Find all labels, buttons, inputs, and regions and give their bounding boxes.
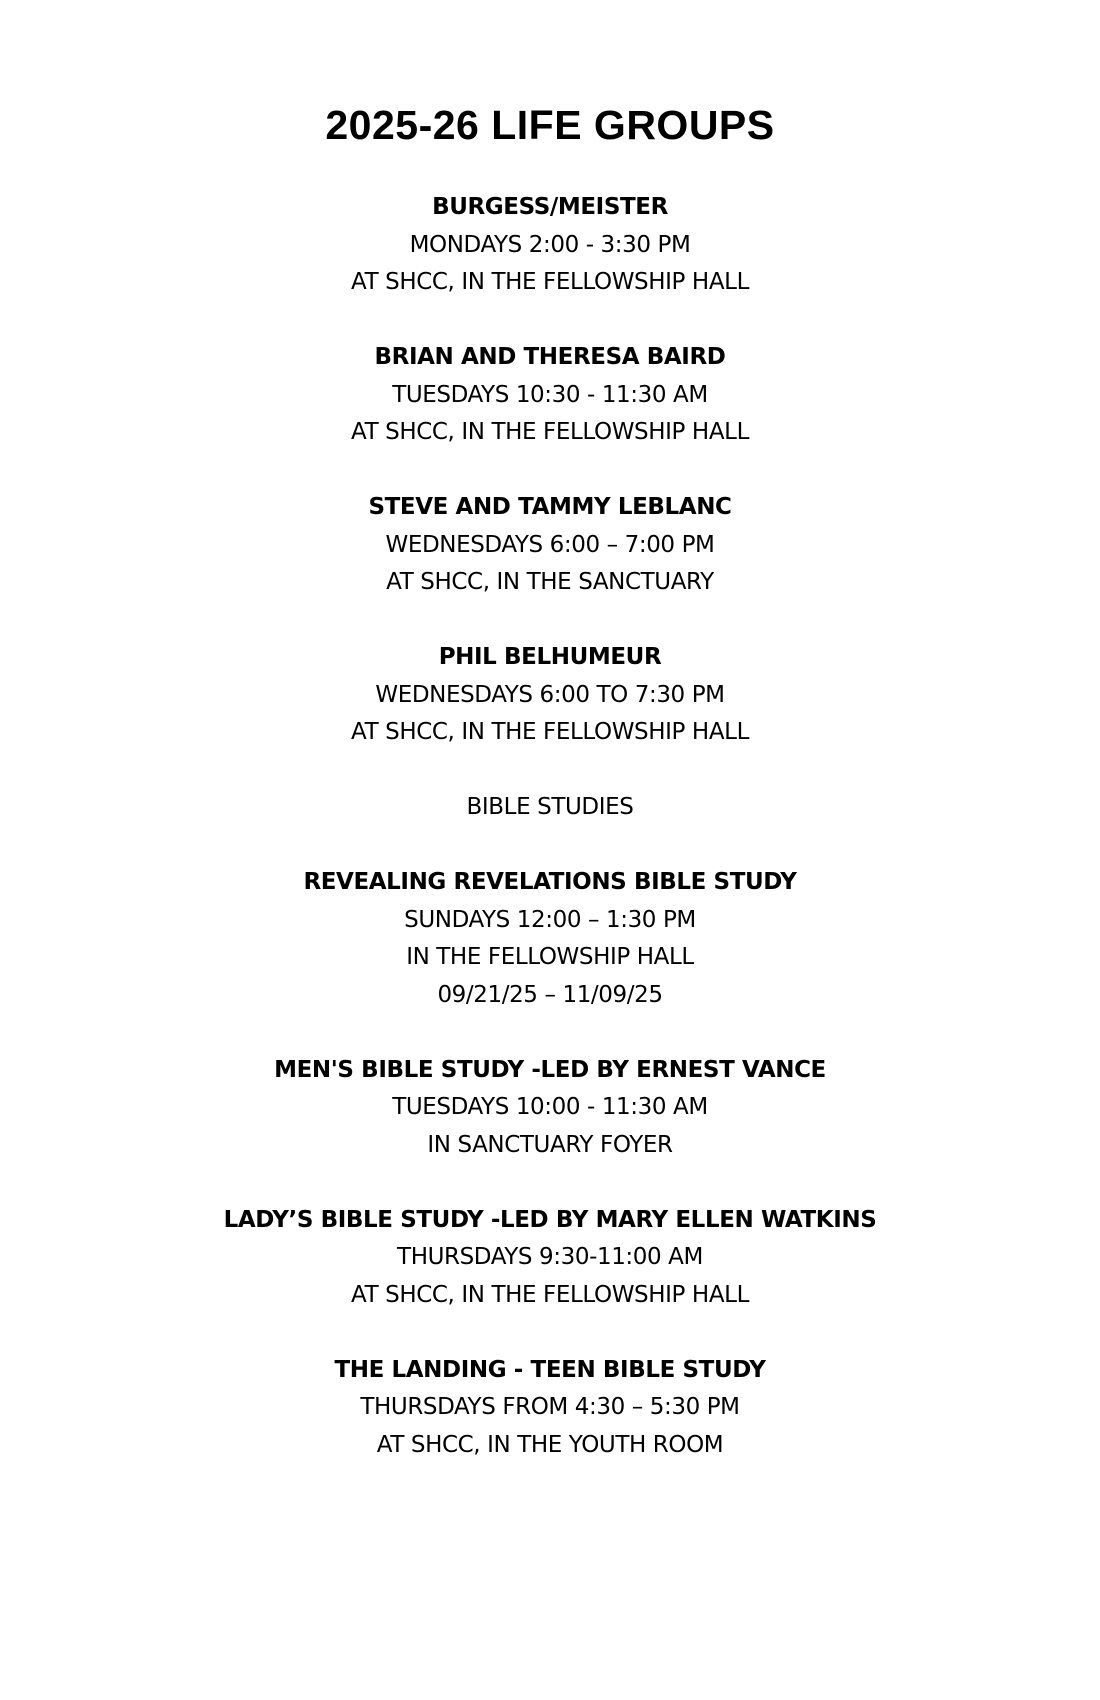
group-location: AT SHCC, IN THE FELLOWSHIP HALL: [351, 269, 749, 295]
group-schedule: MONDAYS 2:00 - 3:30 PM: [409, 231, 691, 258]
study-location: AT SHCC, IN THE FELLOWSHIP HALL: [351, 1281, 749, 1308]
study-schedule: SUNDAYS 12:00 – 1:30 PM: [404, 906, 696, 933]
study-schedule: TUESDAYS 10:00 - 11:30 AM: [392, 1094, 708, 1120]
study-location: IN THE FELLOWSHIP HALL: [406, 944, 694, 970]
life-group-entry: [0, 639, 1100, 752]
group-name: BRIAN AND THERESA BAIRD: [374, 344, 726, 370]
page-title: 2025-26 LIFE GROUPS: [325, 102, 775, 148]
group-name: BURGESS/MEISTER: [432, 194, 668, 220]
group-name: STEVE AND TAMMY LEBLANC: [368, 494, 732, 520]
group-name: PHIL BELHUMEUR: [438, 644, 662, 670]
life-group-entry: [0, 489, 1100, 602]
bible-study-entry: [0, 1052, 1100, 1165]
study-location: IN SANCTUARY FOYER: [427, 1131, 673, 1158]
life-group-entry: [0, 189, 1100, 302]
bible-study-entry: [0, 1352, 1100, 1465]
study-name: LADY’S BIBLE STUDY -LED BY MARY ELLEN WATKINS: [223, 1206, 877, 1233]
study-name: REVEALING REVELATIONS BIBLE STUDY: [303, 869, 797, 895]
study-name: THE LANDING - TEEN BIBLE STUDY: [334, 1356, 766, 1383]
bible-studies-heading: BIBLE STUDIES: [466, 794, 634, 820]
group-location: AT SHCC, IN THE FELLOWSHIP HALL: [351, 419, 749, 445]
bible-study-entry: [0, 1202, 1100, 1315]
group-location: AT SHCC, IN THE FELLOWSHIP HALL: [351, 719, 749, 745]
group-schedule: WEDNESDAYS 6:00 – 7:00 PM: [385, 531, 715, 558]
group-schedule: WEDNESDAYS 6:00 TO 7:30 PM: [375, 681, 725, 708]
group-schedule: TUESDAYS 10:30 - 11:30 AM: [392, 381, 708, 408]
study-dates: 09/21/25 – 11/09/25: [437, 981, 663, 1008]
study-schedule: THURSDAYS 9:30-11:00 AM: [397, 1244, 703, 1270]
life-group-entry: [0, 339, 1100, 452]
study-schedule: THURSDAYS FROM 4:30 – 5:30 PM: [360, 1394, 740, 1420]
group-location: AT SHCC, IN THE SANCTUARY: [386, 569, 714, 595]
study-name: MEN'S BIBLE STUDY -LED BY ERNEST VANCE: [274, 1056, 826, 1083]
bible-study-entry: [0, 864, 1100, 1014]
study-location: AT SHCC, IN THE YOUTH ROOM: [376, 1431, 724, 1458]
schedule-list: [0, 189, 1100, 1502]
